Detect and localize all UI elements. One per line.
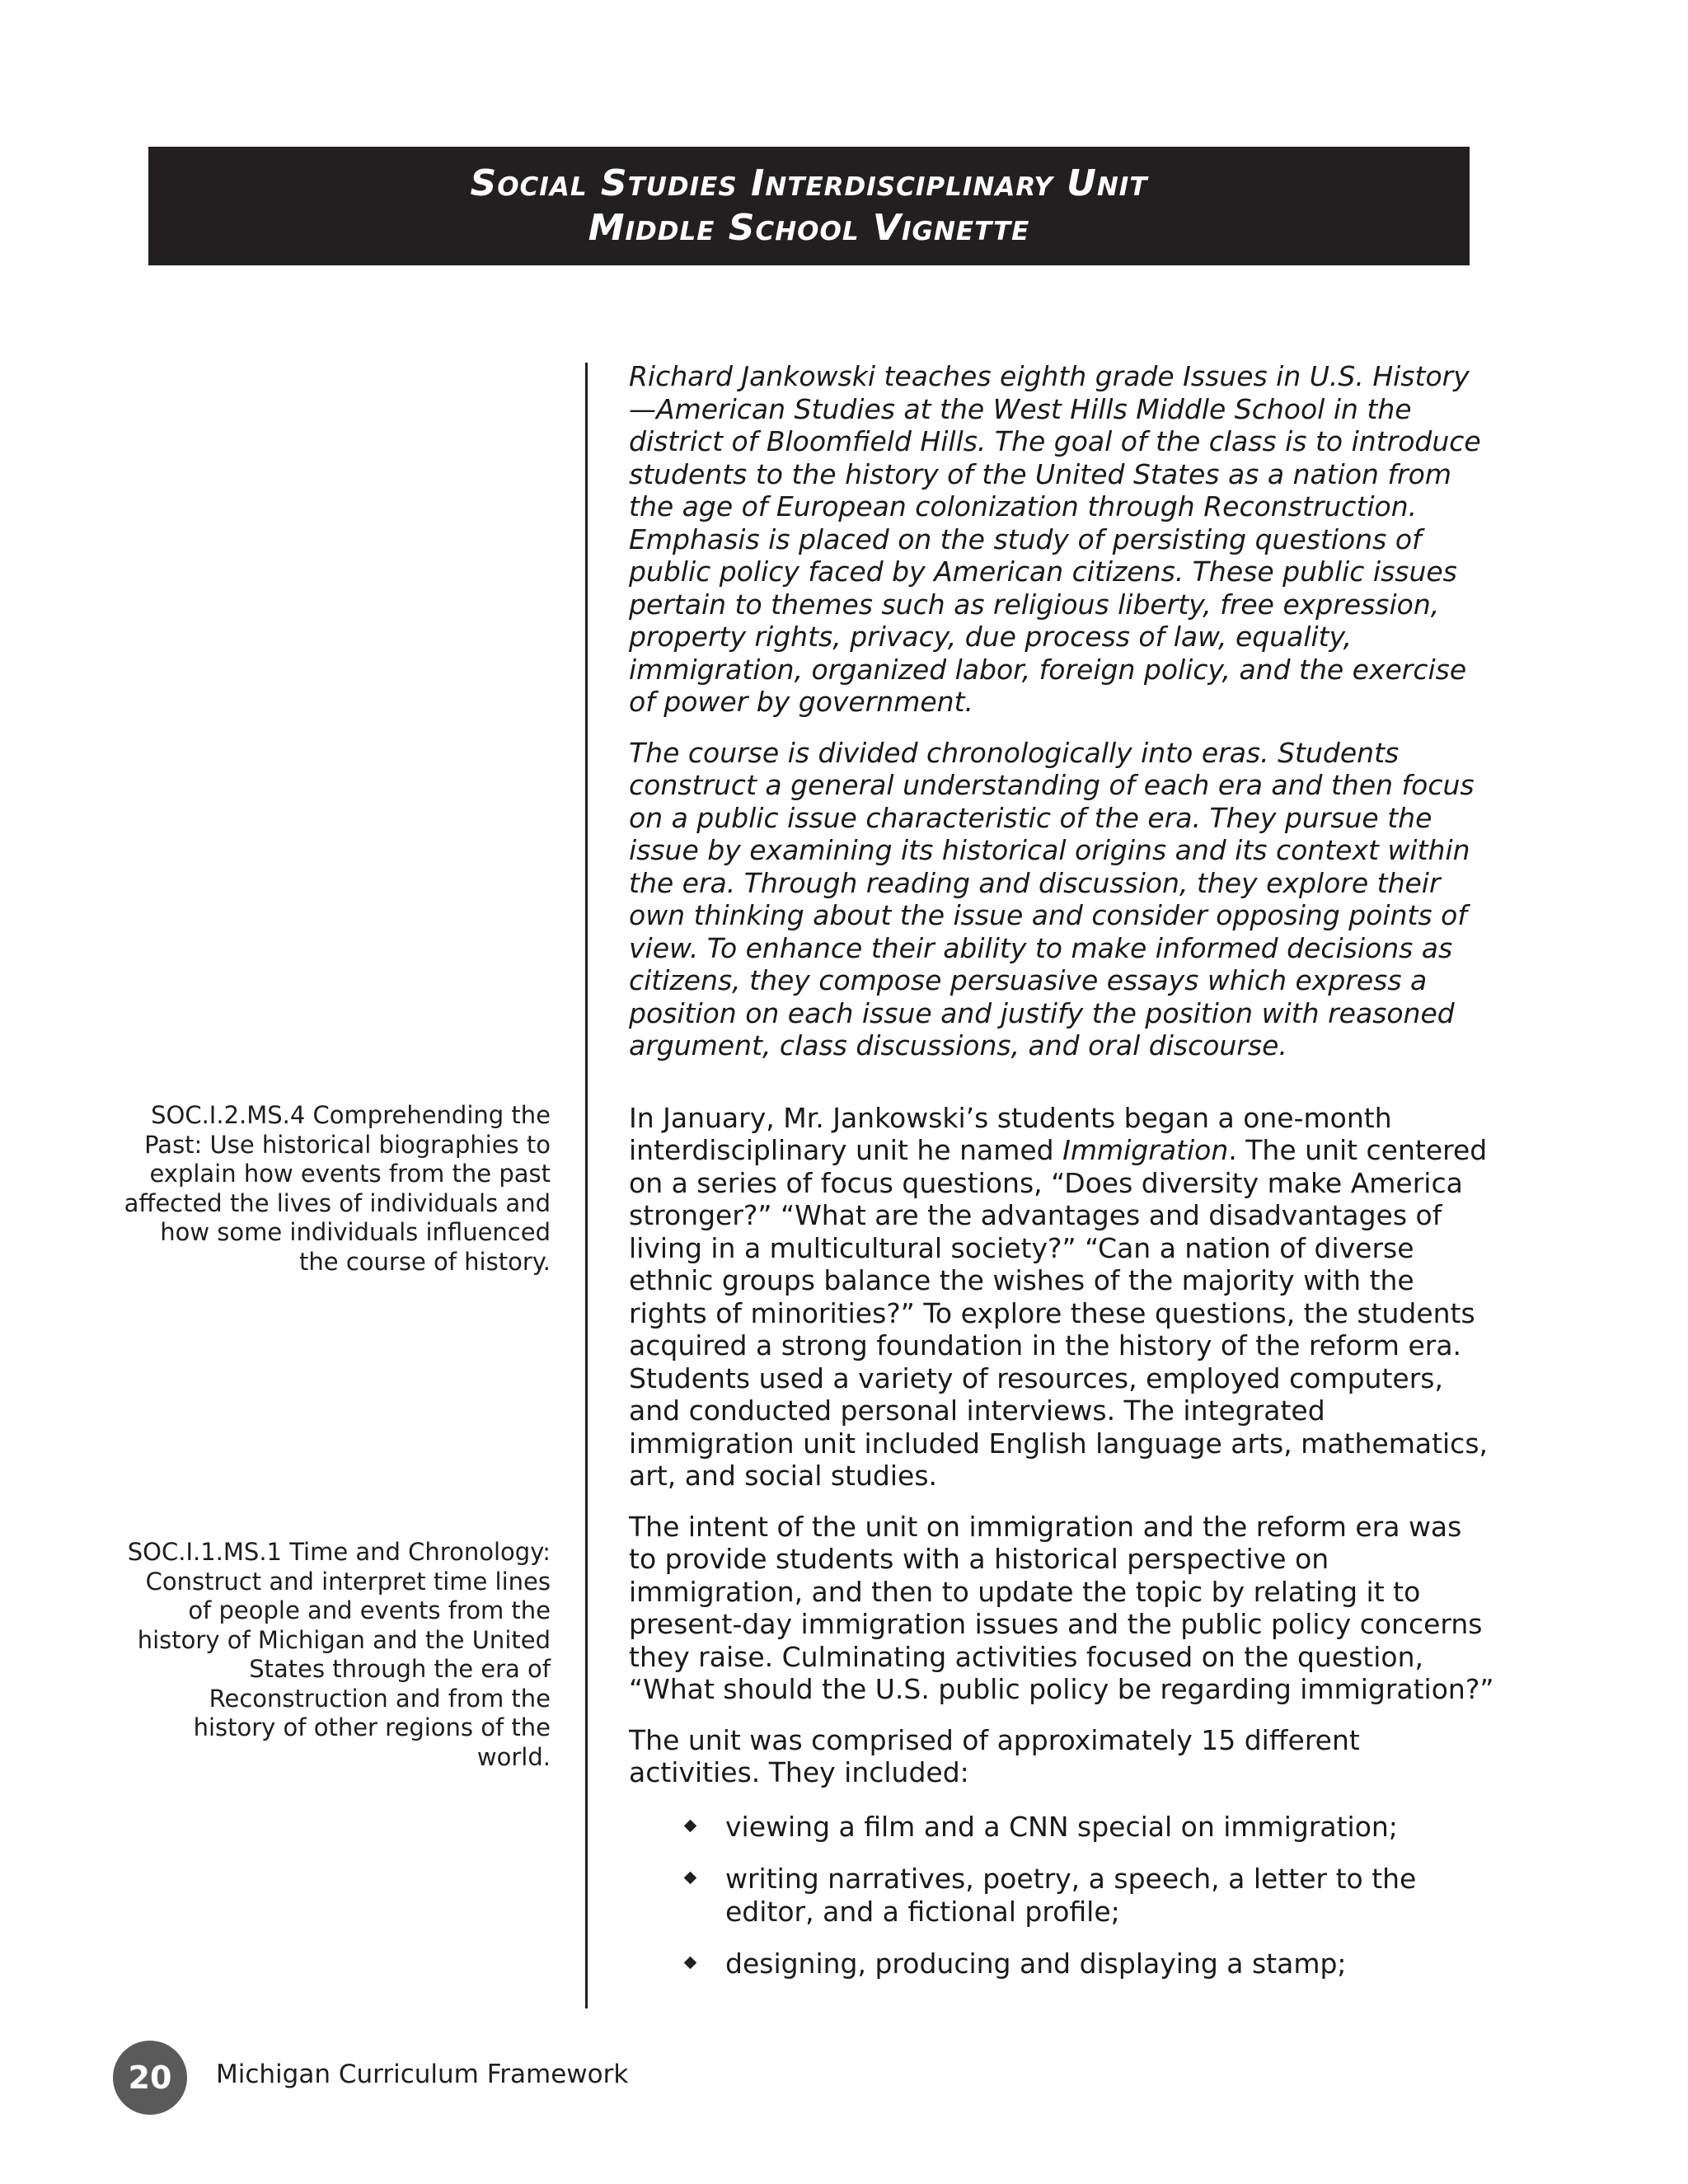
- banner-title-line1: Social Studies Interdisciplinary Unit: [470, 162, 1148, 204]
- intro-paragraph-2: The course is divided chronologically into eras. Students construct a general understanding of each era and then focus on a public issue characteristic of the era. They pursue the issue by examining its historical origins and its context within the era. Through reading and discussion, they explore their own thinking about the issue and consider opposing points of view. To enhance their ability to make informed decisions as citizens, they compose persuasive essays which express a position on each issue and justify the position with reasoned argument, class discussions, and oral discourse.: [629, 736, 1475, 1062]
- sidebar-note-standard-1: SOC.I.2.MS.4 Comprehending the Past: Use historical biographies to explain how events from the past affected the lives of individuals and how some individuals influenced the course of history.: [124, 1101, 551, 1276]
- diamond-bullet-icon: [684, 1872, 697, 1885]
- sidebar-note-standard-2: SOC.I.1.MS.1 Time and Chronology: Construct and interpret time lines of people and events from the history of Michigan and the United States through the era of Reconstruction and from the history of other regions of the world.: [127, 1538, 551, 1771]
- list-item-text: writing narratives, poetry, a speech, a letter to the editor, and a fictional profile;: [725, 1863, 1417, 1928]
- page-number: 20: [113, 2041, 187, 2115]
- publication-title: Michigan Curriculum Framework: [216, 2060, 629, 2089]
- body-paragraph-3: The unit was comprised of approximately 15 different activities. They included:: [629, 1723, 1360, 1788]
- body-paragraph-1-part-b: . The unit centered on a series of focus questions, “Does diversity make America stronger?” “What are the advantages and disadvantages of living in a multicultural society?” “Can a nation of diverse ethnic groups balance the wishes of the majority with the rights of minorities?” To explore these questions, the students acquired a strong foundation in the history of the reform era. Students used a variety of resources, employed computers, and conducted personal interviews. The integrated immigration unit included English language arts, mathematics, art, and social studies.: [629, 1134, 1488, 1492]
- list-item: [725, 1863, 1494, 1928]
- column-divider: [585, 363, 588, 2008]
- main-column: [629, 360, 1494, 2000]
- body-paragraph-1-part-a: In January, Mr. Jankowski’s students began a one-month interdisciplinary unit he named: [629, 1101, 1392, 1166]
- section-banner: [148, 147, 1470, 265]
- unit-name: Immigration: [1062, 1134, 1229, 1166]
- body-paragraph-1: [629, 1102, 1494, 1493]
- list-item: [725, 1811, 1494, 1844]
- banner-title-line2: Middle School Vignette: [588, 207, 1030, 249]
- activity-list: [629, 1811, 1494, 1980]
- diamond-bullet-icon: [684, 1957, 697, 1970]
- body-paragraph-2: The intent of the unit on immigration and the reform era was to provide students with a historical perspective on immigration, and then to update the topic by relating it to present-day immigration issues and the public policy concerns they raise. Culminating activities focused on the question, “What should the U.S. public policy be regarding immigration?”: [629, 1510, 1494, 1705]
- list-item: [725, 1947, 1494, 1980]
- diamond-bullet-icon: [684, 1819, 697, 1832]
- list-item-text: designing, producing and displaying a stamp;: [725, 1947, 1347, 1980]
- intro-paragraph-1: Richard Jankowski teaches eighth grade Issues in U.S. History—American Studies at the West Hills Middle School in the district of Bloomfield Hills. The goal of the class is to introduce students to the history of the United States as a nation from the age of European colonization through Reconstruction. Emphasis is placed on the study of persisting questions of public policy faced by American citizens. These public issues pertain to themes such as religious liberty, free expression, property rights, privacy, due process of law, equality, immigration, organized labor, foreign policy, and the exercise of power by government.: [629, 360, 1481, 718]
- list-item-text: viewing a film and a CNN special on immigration;: [725, 1810, 1398, 1843]
